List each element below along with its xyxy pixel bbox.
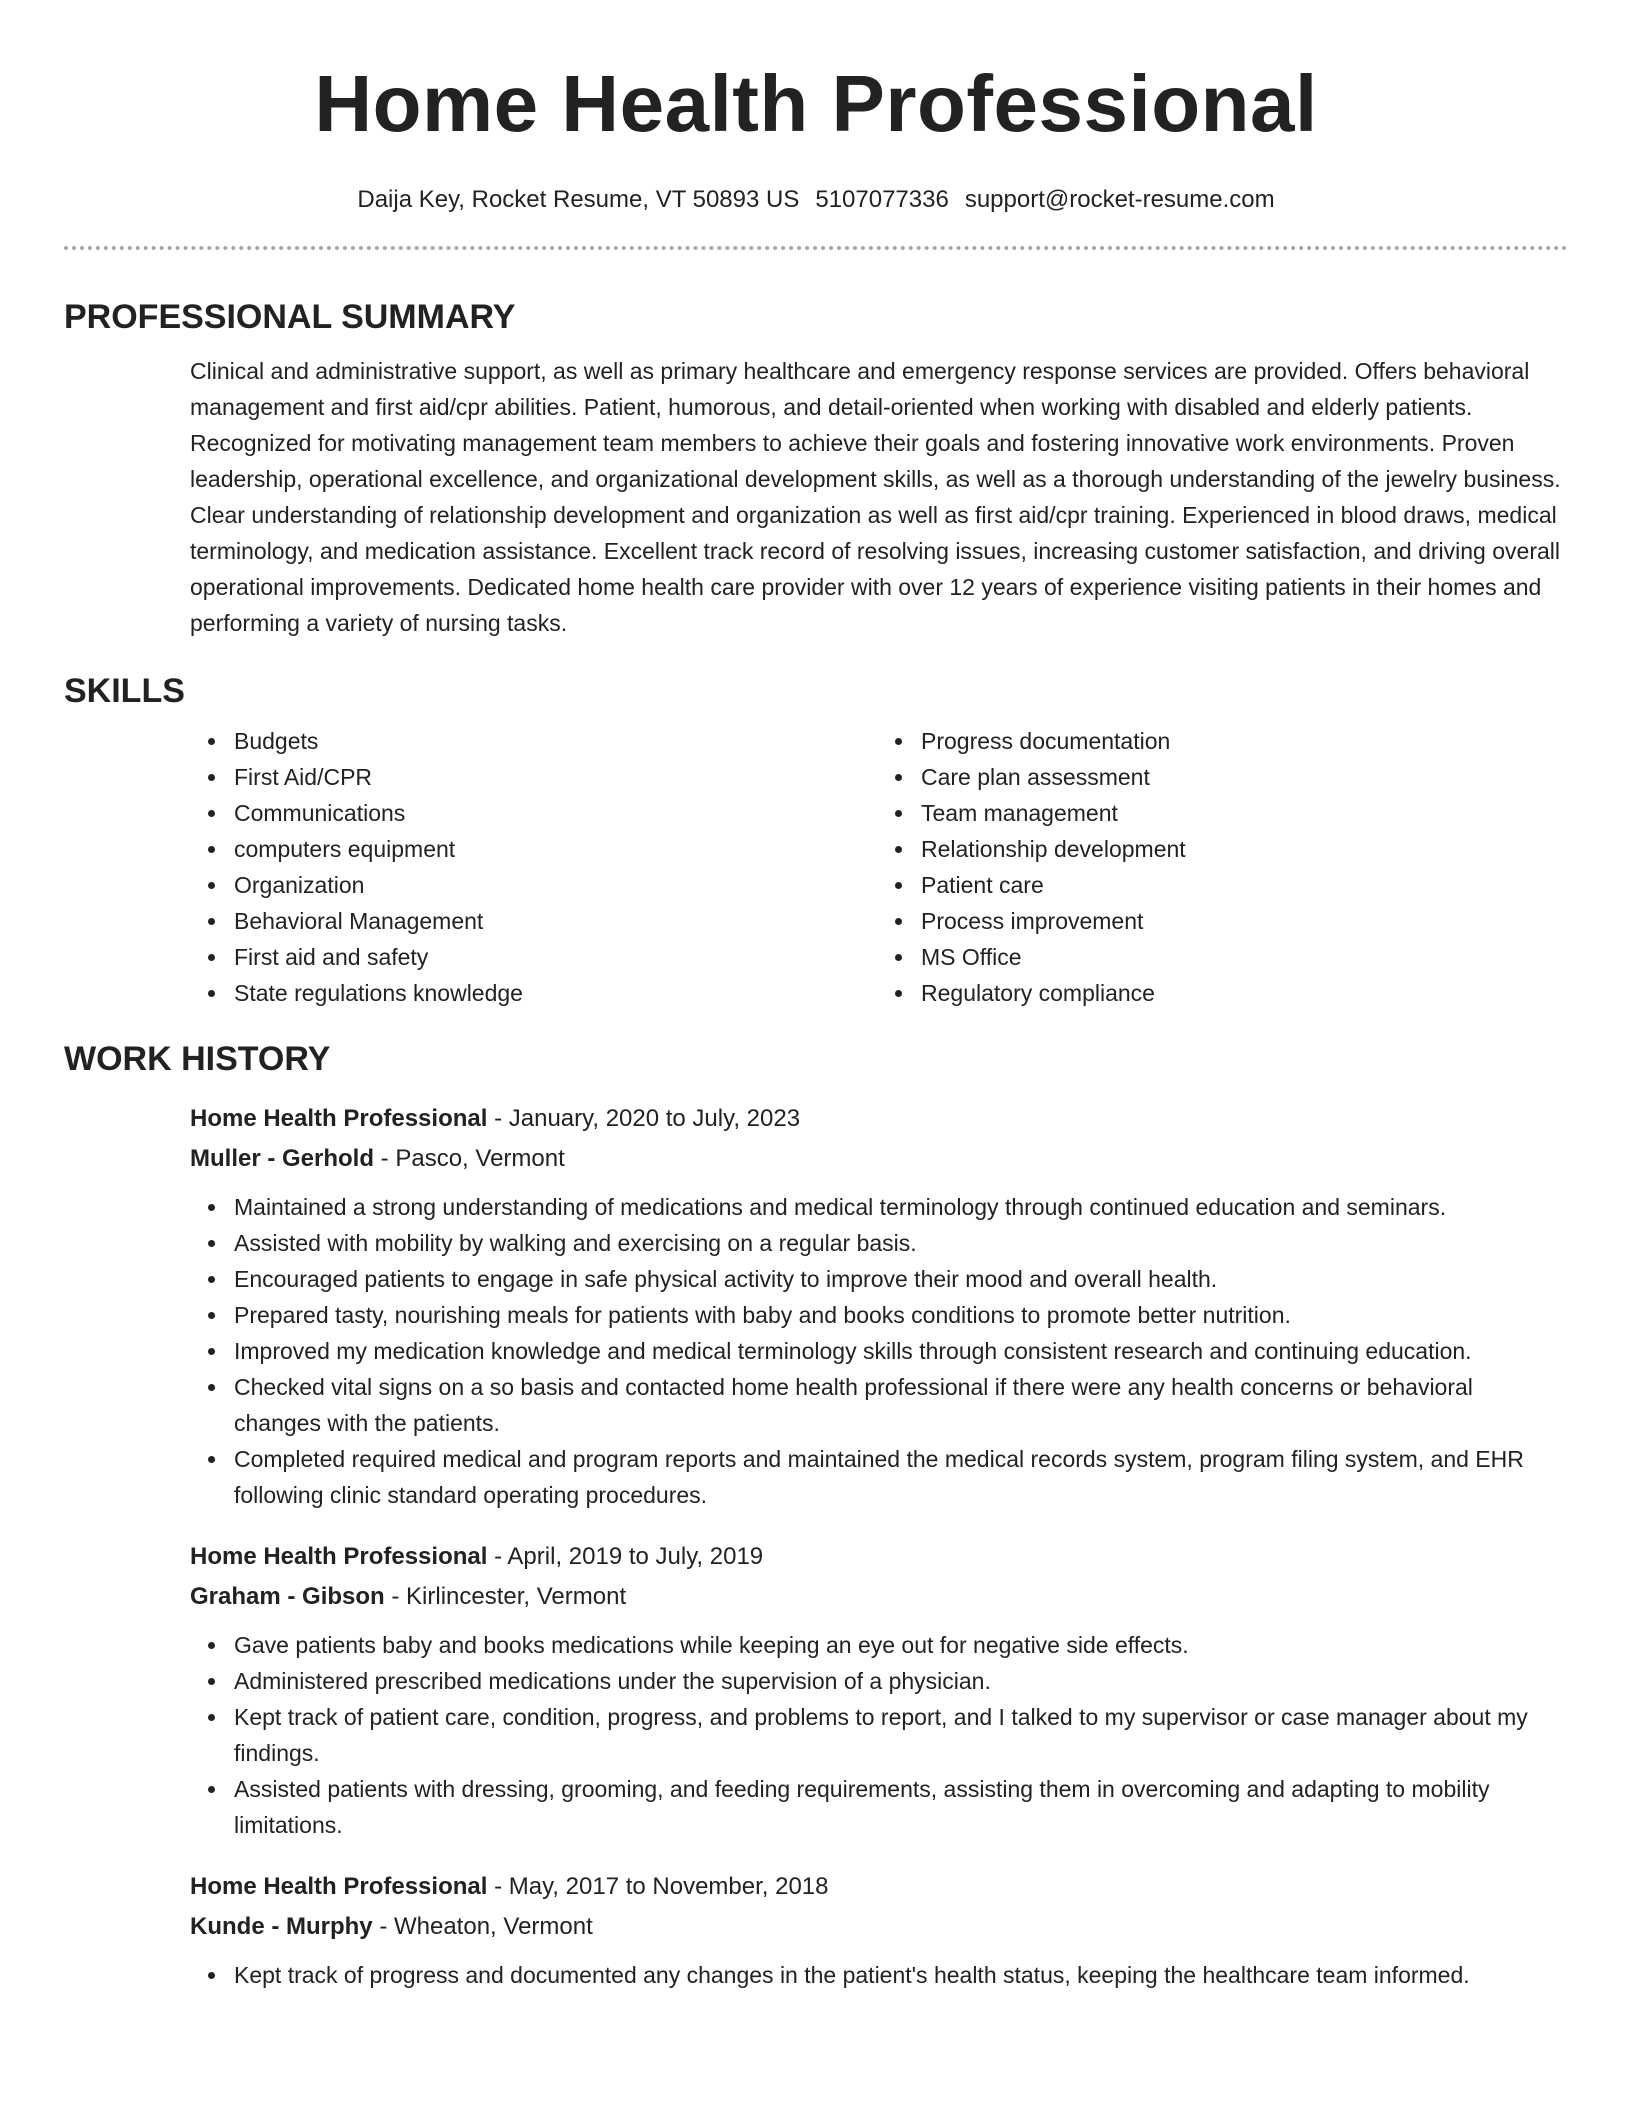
- skill-item: Relationship development: [921, 831, 1564, 867]
- page-title: Home Health Professional: [314, 59, 1318, 148]
- job-bullet: Gave patients baby and books medications while keeping an eye out for negative side effects.: [234, 1627, 1564, 1663]
- job-company-line: [190, 1577, 1564, 1617]
- job-bullet: Maintained a strong understanding of medications and medical terminology through continued education and seminars.: [234, 1189, 1564, 1225]
- skill-item: First Aid/CPR: [234, 759, 877, 795]
- skill-item: State regulations knowledge: [234, 975, 877, 1011]
- job-bullets: [190, 1189, 1564, 1513]
- job-company: Graham - Gibson: [190, 1583, 385, 1610]
- job-bullet: Assisted with mobility by walking and exercising on a regular basis.: [234, 1225, 1564, 1261]
- summary-heading: PROFESSIONAL SUMMARY: [64, 298, 516, 336]
- job-title-line: [190, 1537, 1564, 1577]
- job-location: - Wheaton, Vermont: [372, 1913, 593, 1940]
- job-entry: [190, 1537, 1564, 1843]
- skill-item: Process improvement: [921, 903, 1564, 939]
- job-bullets: [190, 1957, 1564, 1993]
- skill-item: computers equipment: [234, 831, 877, 867]
- skills-heading: SKILLS: [64, 672, 185, 710]
- job-bullet: Kept track of progress and documented any changes in the patient's health status, keeping the healthcare team informed.: [234, 1957, 1564, 1993]
- resume-page: [64, 0, 1568, 1993]
- contact-address: Daija Key, Rocket Resume, VT 50893 US: [357, 186, 800, 213]
- contact-phone: 5107077336: [815, 186, 949, 213]
- skills-column-right: [877, 723, 1564, 1011]
- job-bullet: Assisted patients with dressing, grooming, and feeding requirements, assisting them in overcoming and adapting to mobility limitations.: [234, 1771, 1564, 1843]
- job-bullet: Encouraged patients to engage in safe physical activity to improve their mood and overall health.: [234, 1261, 1564, 1297]
- job-company: Kunde - Murphy: [190, 1913, 373, 1940]
- job-bullet: Improved my medication knowledge and medical terminology skills through consistent research and continuing education.: [234, 1333, 1564, 1369]
- skill-item: Patient care: [921, 867, 1564, 903]
- job-entry: [190, 1099, 1564, 1513]
- contact-email: support@rocket-resume.com: [964, 186, 1275, 213]
- job-title-line: [190, 1099, 1564, 1139]
- job-bullet: Kept track of patient care, condition, progress, and problems to report, and I talked to my supervisor or case manager about my findings.: [234, 1699, 1564, 1771]
- job-company-line: [190, 1907, 1564, 1947]
- work-history-heading: WORK HISTORY: [64, 1040, 331, 1078]
- skill-item: Progress documentation: [921, 723, 1564, 759]
- header-divider: [64, 246, 1568, 250]
- job-dates: - April, 2019 to July, 2019: [487, 1543, 764, 1570]
- job-company: Muller - Gerhold: [190, 1145, 375, 1172]
- skill-item: Regulatory compliance: [921, 975, 1564, 1011]
- job-role: Home Health Professional: [190, 1873, 488, 1900]
- skill-item: Behavioral Management: [234, 903, 877, 939]
- job-location: - Pasco, Vermont: [374, 1145, 565, 1172]
- contact-line: [64, 185, 1568, 215]
- job-bullet: Checked vital signs on a so basis and contacted home health professional if there were any health concerns or behavioral changes with the patients.: [234, 1369, 1564, 1441]
- job-location: - Kirlincester, Vermont: [384, 1583, 627, 1610]
- job-dates: - January, 2020 to July, 2023: [487, 1105, 801, 1132]
- skill-item: Organization: [234, 867, 877, 903]
- skills-column-left: [190, 723, 877, 1011]
- skill-item: Care plan assessment: [921, 759, 1564, 795]
- job-title-line: [190, 1867, 1564, 1907]
- job-entry: [190, 1867, 1564, 1993]
- job-bullets: [190, 1627, 1564, 1843]
- job-bullet: Administered prescribed medications under the supervision of a physician.: [234, 1663, 1564, 1699]
- skill-item: Budgets: [234, 723, 877, 759]
- job-bullet: Completed required medical and program reports and maintained the medical records system, program filing system, and EHR following clinic standard operating procedures.: [234, 1441, 1564, 1513]
- skill-item: Team management: [921, 795, 1564, 831]
- job-role: Home Health Professional: [190, 1105, 488, 1132]
- skills-list: [190, 723, 1564, 1011]
- work-history-list: [190, 1099, 1564, 1993]
- job-dates: - May, 2017 to November, 2018: [487, 1873, 829, 1900]
- job-bullet: Prepared tasty, nourishing meals for patients with baby and books conditions to promote better nutrition.: [234, 1297, 1564, 1333]
- job-company-line: [190, 1139, 1564, 1179]
- job-role: Home Health Professional: [190, 1543, 488, 1570]
- summary-text: Clinical and administrative support, as well as primary healthcare and emergency response services are provided. Offers behavioral management and first aid/cpr abilities. Patient, humorous, and detail-oriented when working with disabled and elderly patients. Recognized for motivating management team members to achieve their goals and fostering innovative work environments. Proven leadership, operational excellence, and organizational development skills, as well as a thorough understanding of the jewelry business. Clear understanding of relationship development and organization as well as first aid/cpr training. Experienced in blood draws, medical terminology, and medication assistance. Excellent track record of resolving issues, increasing customer satisfaction, and driving overall operational improvements. Dedicated home health care provider with over 12 years of experience visiting patients in their homes and performing a variety of nursing tasks.: [190, 358, 1561, 636]
- skill-item: First aid and safety: [234, 939, 877, 975]
- skill-item: Communications: [234, 795, 877, 831]
- skill-item: MS Office: [921, 939, 1564, 975]
